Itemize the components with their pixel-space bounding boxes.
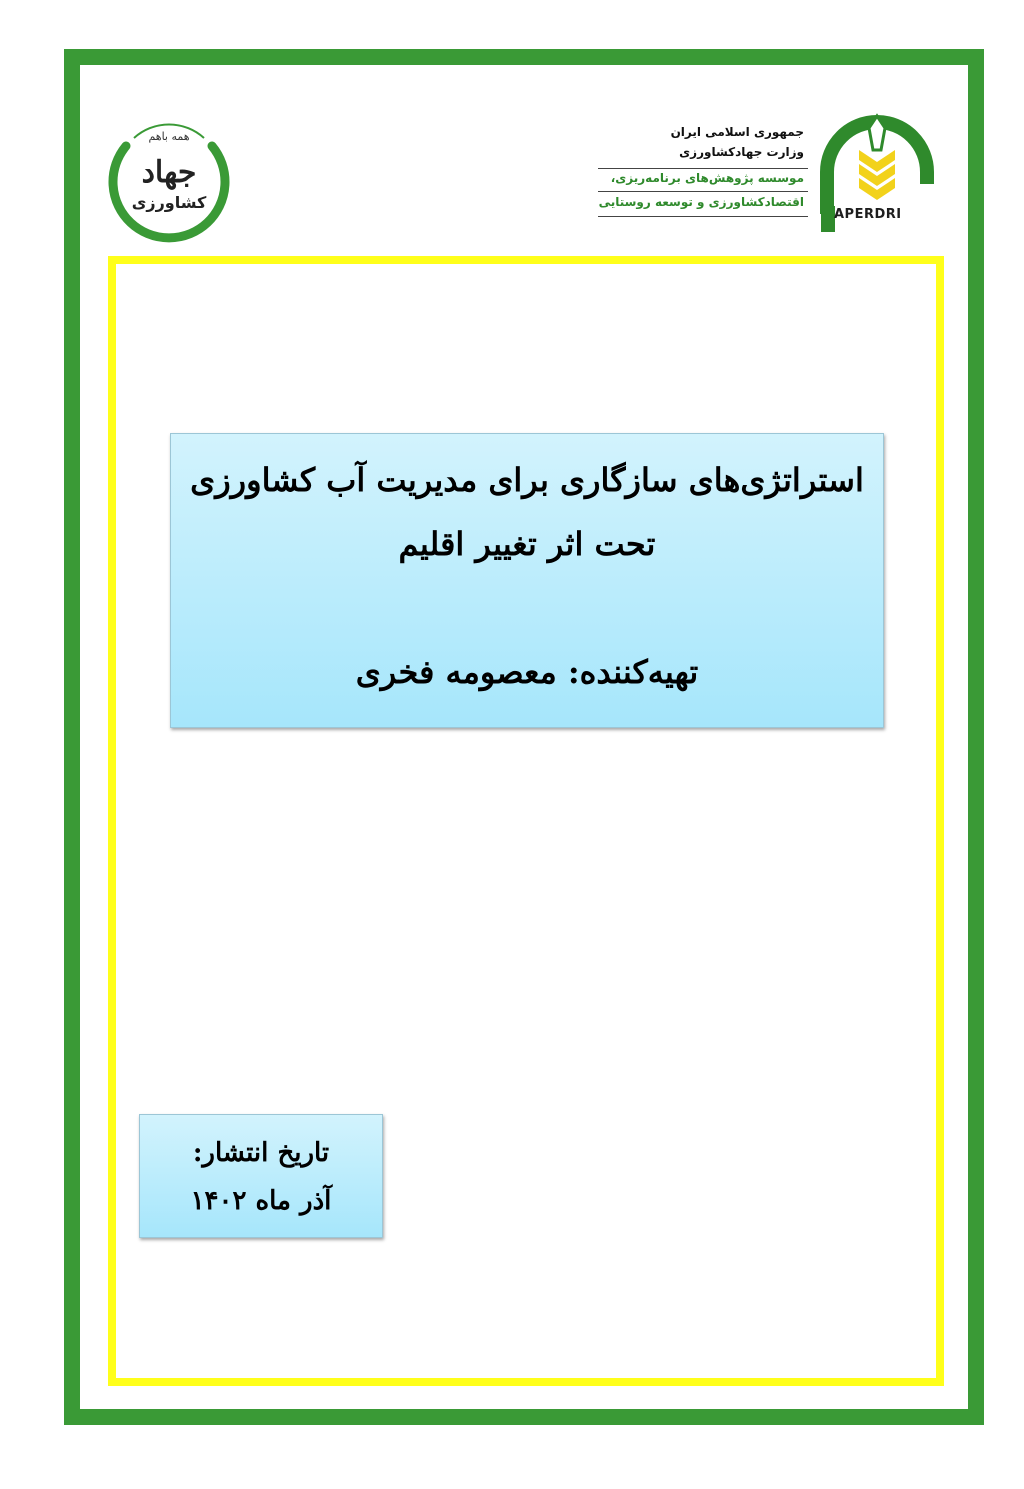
seal-main-text: جهاد	[141, 155, 197, 190]
jahad-keshavarzi-seal-logo	[104, 116, 234, 244]
rule-middle	[598, 191, 808, 192]
title-box	[170, 433, 884, 728]
author-line: تهیه‌کننده: معصومه فخری	[355, 653, 699, 691]
ministry-header	[600, 122, 804, 162]
title-line-2: تحت اثر تغییر اقلیم	[398, 525, 656, 563]
seal-graphic	[104, 116, 234, 244]
aperdri-label: APERDRI	[834, 207, 902, 222]
institute-line-1: موسسه پژوهش‌های برنامه‌ریزی،	[610, 171, 804, 185]
institute-name-block	[598, 168, 808, 218]
seal-year-text: ۱۳۵۸	[161, 234, 177, 242]
seal-top-text: همه باهم	[148, 130, 190, 143]
publication-date-box	[139, 1114, 383, 1238]
title-line-1: استراتژی‌های سازگاری برای مدیریت آب کشاورزی	[190, 461, 864, 499]
rule-bottom	[598, 216, 808, 217]
publication-date-label: تاریخ انتشار:	[192, 1138, 330, 1168]
ministry-name: وزارت جهادکشاورزی	[679, 145, 804, 159]
institute-line-2: اقتصادکشاورزی و توسعه روستایی	[598, 195, 804, 209]
publication-date-value: آذر ماه ۱۴۰۲	[190, 1186, 332, 1216]
rule-top	[598, 168, 808, 169]
seal-sub-text: کشاورزی	[131, 193, 207, 212]
ministry-country: جمهوری اسلامی ایران	[670, 125, 804, 139]
